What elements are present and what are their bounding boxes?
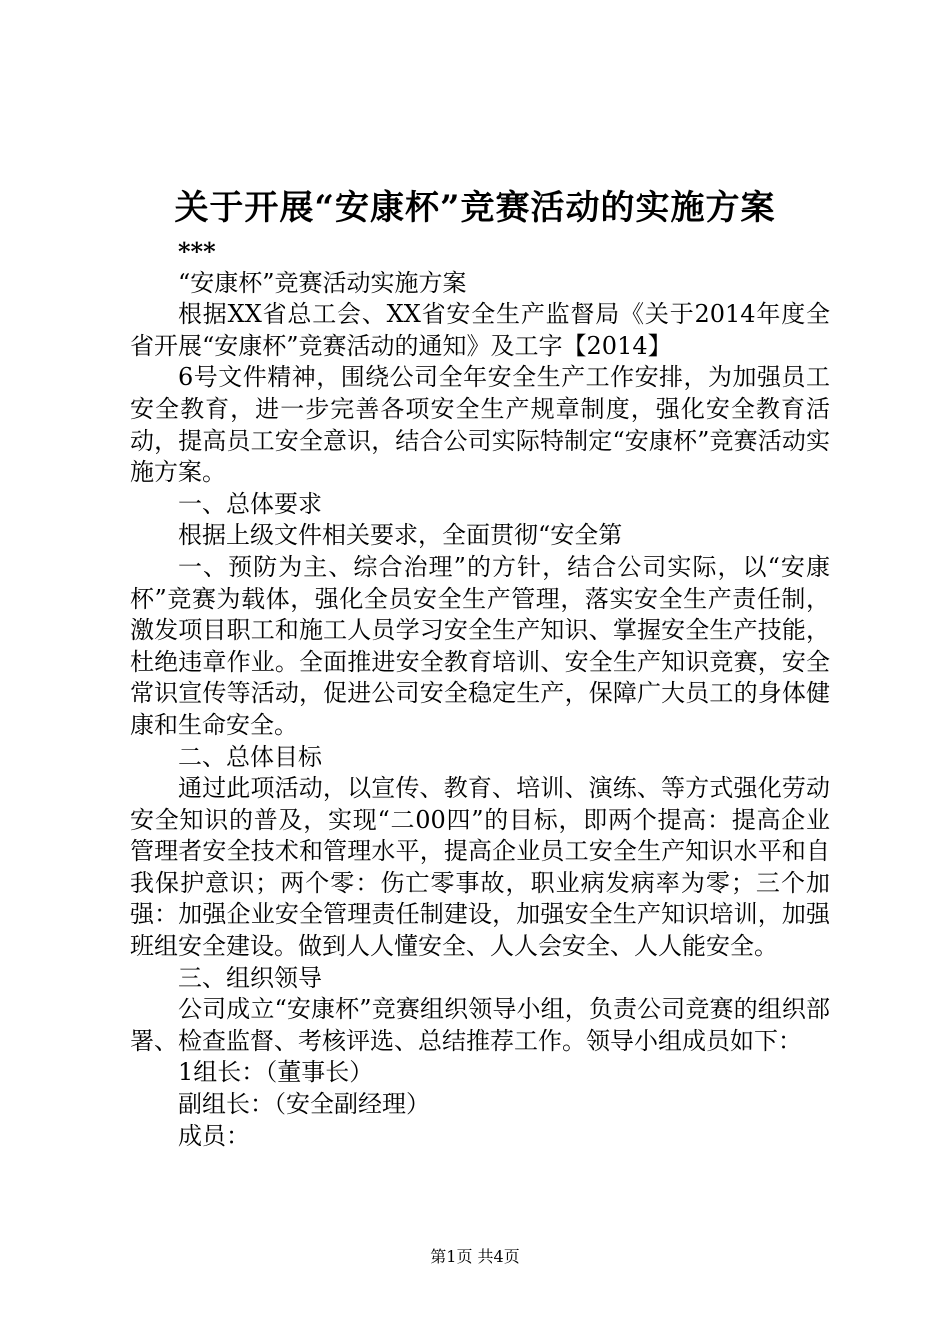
paragraph-leader: 1组长：（董事长）: [178, 1058, 374, 1087]
section-heading-3: 三、组织领导: [178, 963, 322, 992]
author-line: ***: [178, 237, 216, 266]
paragraph-policy: 一、预防为主、综合治理”的方针，结合公司实际，以“安康杯”竞赛为载体，强化全员安全生产管理，落实安全生产责任制，激发项目职工和施工人员学习安全生产知识、掌握安全生产技能，杜绝违章作业。全面推进安全教育培训、安全生产知识竞赛，安全常识宣传等活动，促进公司安全稳定生产，保障广大员工的身体健康和生命安全。: [130, 552, 830, 739]
document-title: 关于开展“安康杯”竞赛活动的实施方案: [174, 188, 776, 228]
paragraph-subtitle: “安康杯”竞赛活动实施方案: [178, 268, 467, 297]
paragraph-requirements: 根据上级文件相关要求，全面贯彻“安全第: [178, 521, 623, 550]
paragraph-deputy-leader: 副组长：（安全副经理）: [178, 1090, 430, 1119]
section-heading-1: 一、总体要求: [178, 489, 322, 518]
paragraph-basis: 根据XX省总工会、XX省安全生产监督局《关于2014年度全省开展“安康杯”竞赛活动的通知》及工字【2014】: [130, 300, 830, 360]
document-body: [130, 236, 830, 1152]
section-heading-2: 二、总体目标: [178, 742, 322, 771]
page-footer: 第1页 共4页: [430, 1247, 520, 1266]
paragraph-goals: 通过此项活动，以宣传、教育、培训、演练、等方式强化劳动安全知识的普及，实现“二00四”的目标，即两个提高：提高企业管理者安全技术和管理水平，提高企业员工安全生产知识水平和自我保护意识；两个零：伤亡零事故，职业病发病率为零；三个加强：加强企业安全管理责任制建设，加强安全生产知识培训，加强班组安全建设。做到人人懂安全、人人会安全、人人能安全。: [130, 774, 830, 961]
paragraph-purpose: 6号文件精神，围绕公司全年安全生产工作安排，为加强员工安全教育，进一步完善各项安全生产规章制度，强化安全教育活动，提高员工安全意识，结合公司实际特制定“安康杯”竞赛活动实施方案。: [130, 363, 830, 487]
paragraph-members: 成员：: [178, 1121, 250, 1150]
paragraph-organization: 公司成立“安康杯”竞赛组织领导小组，负责公司竞赛的组织部署、检查监督、考核评选、总结推荐工作。领导小组成员如下：: [130, 995, 830, 1055]
